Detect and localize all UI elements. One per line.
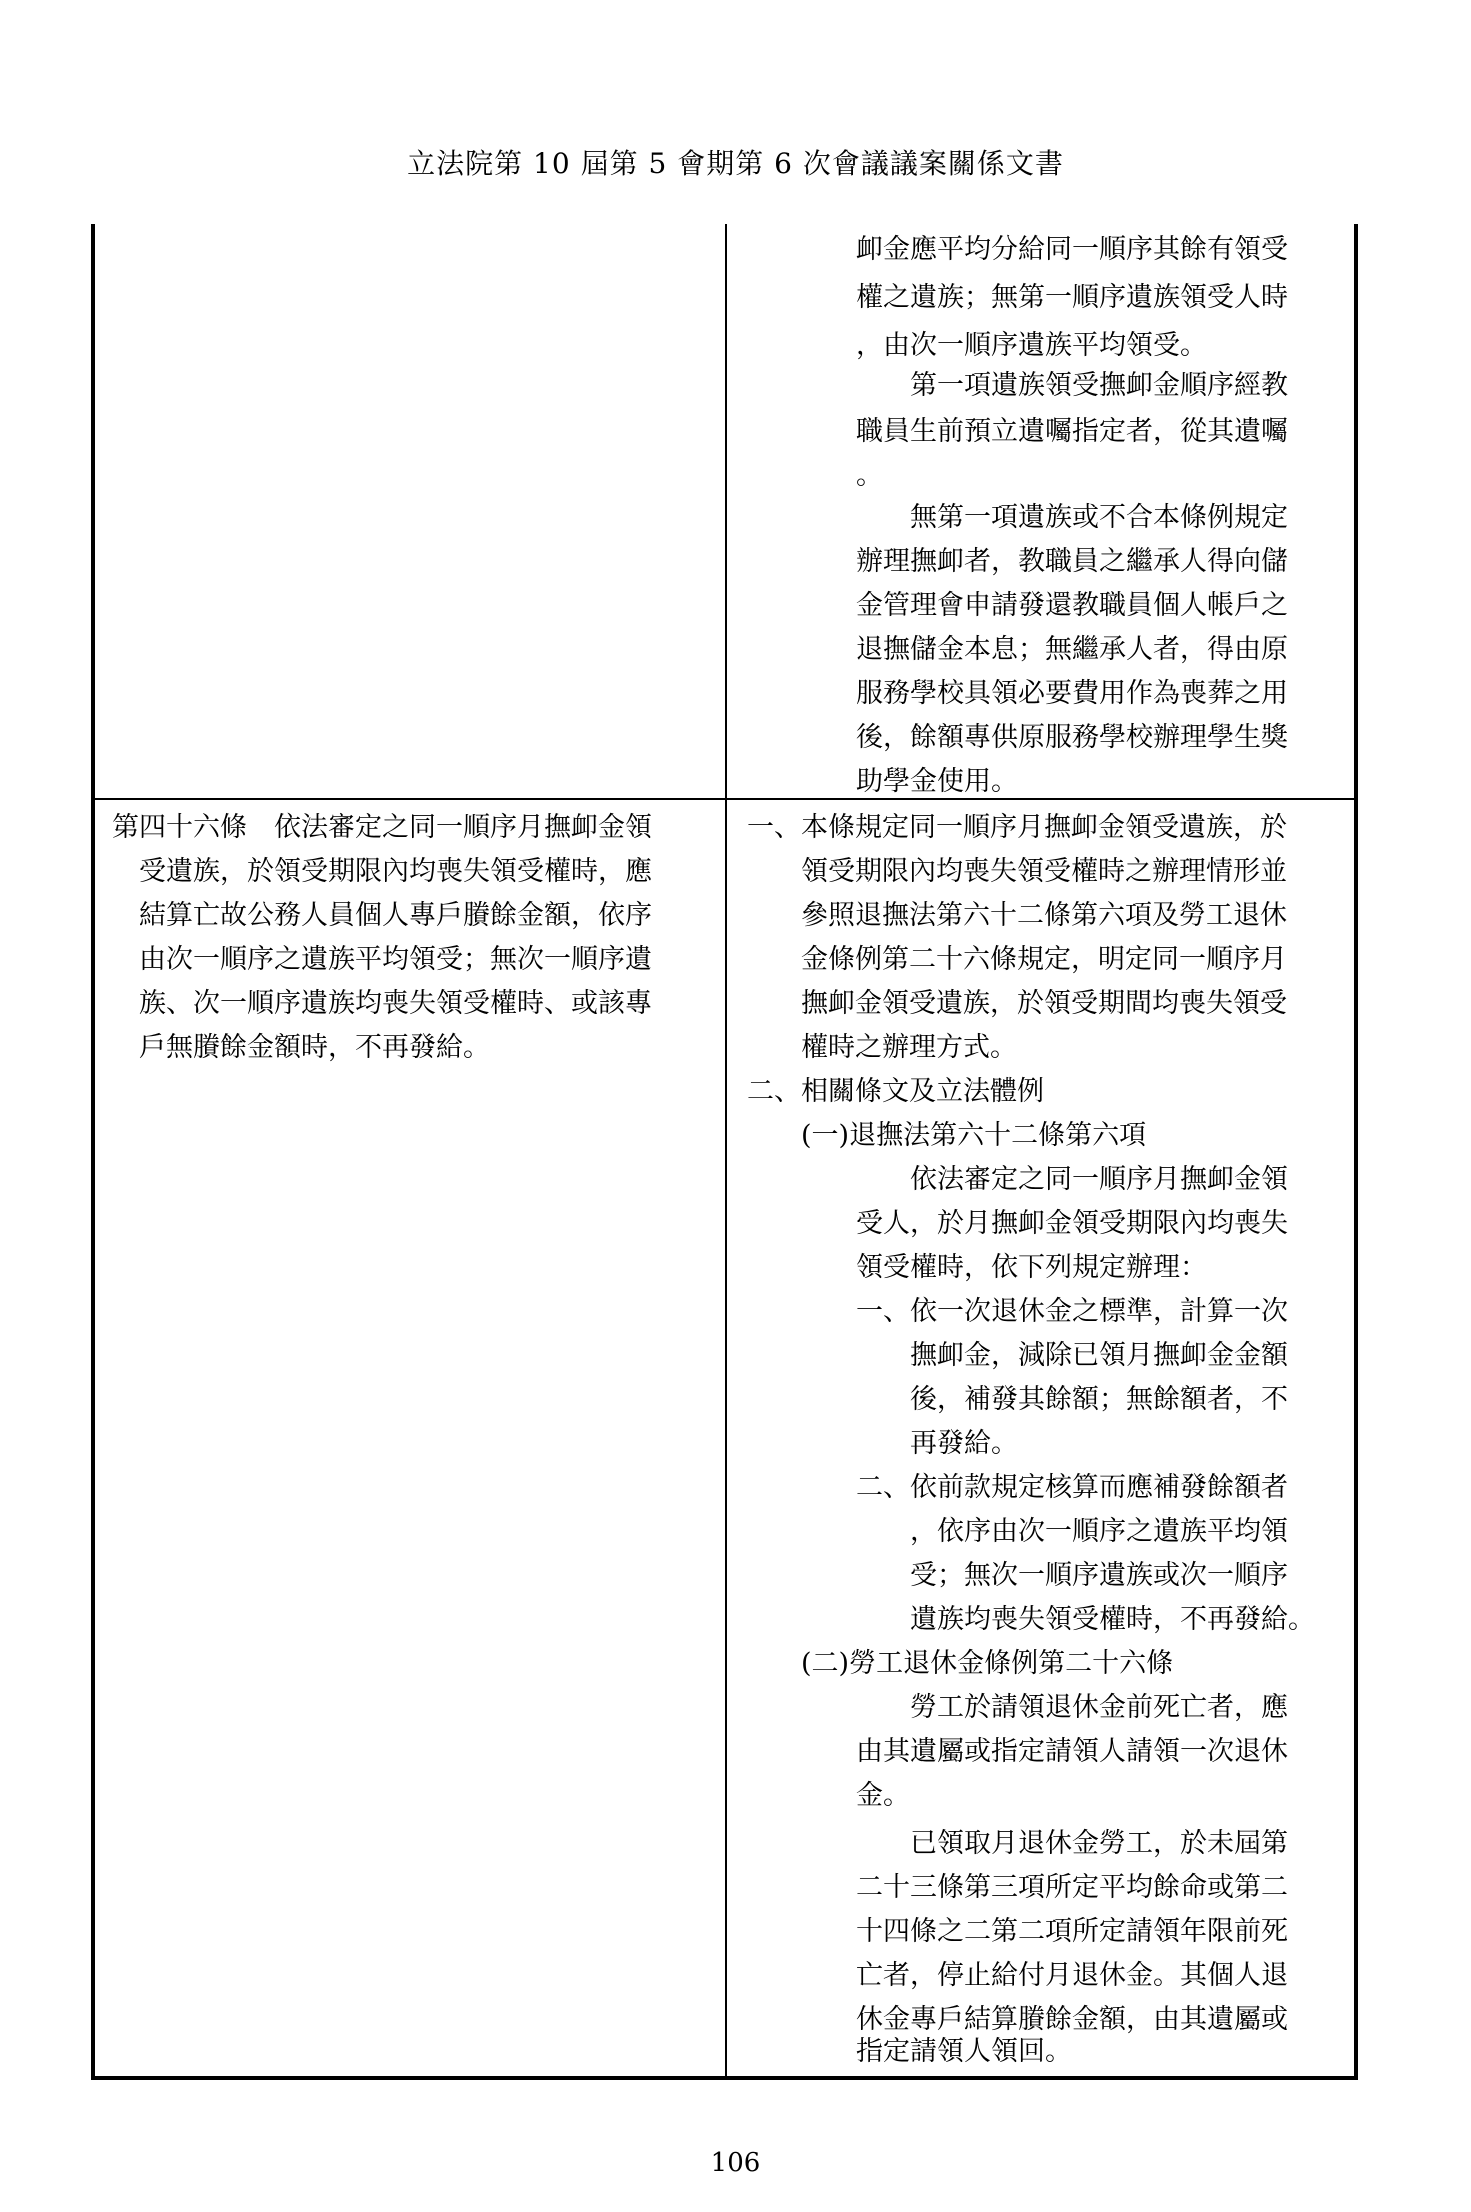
- explanation-line: 指定請領人領回。: [856, 2036, 1072, 2067]
- row1-right-line: 第一項遺族領受撫卹金順序經教: [910, 370, 1288, 401]
- explanation-line: 一、本條規定同一順序月撫卹金領受遺族，於: [747, 812, 1287, 843]
- row1-right-line: ，由次一順序遺族平均領受。: [856, 330, 1207, 361]
- document-header: 立法院第 10 屆第 5 會期第 6 次會議議案關係文書: [407, 147, 1064, 180]
- column-divider: [725, 224, 727, 2076]
- explanation-line: 受人，於月撫卹金領受期限內均喪失: [856, 1208, 1288, 1239]
- article-46-line: 受遺族，於領受期限內均喪失領受權時，應: [139, 856, 652, 887]
- explanation-line: 二十三條第三項所定平均餘命或第二: [856, 1872, 1288, 1903]
- explanation-line: 一、依一次退休金之標準，計算一次: [856, 1296, 1288, 1327]
- explanation-line: 休金專戶結算賸餘金額，由其遺屬或: [856, 2004, 1288, 2035]
- article-46-line: 由次一順序之遺族平均領受；無次一順序遺: [139, 944, 652, 975]
- explanation-line: 金。: [856, 1780, 910, 1811]
- explanation-line: 已領取月退休金勞工，於未屆第: [910, 1828, 1288, 1859]
- explanation-line: 依法審定之同一順序月撫卹金領: [910, 1164, 1288, 1195]
- explanation-line: 十四條之二第二項所定請領年限前死: [856, 1916, 1288, 1947]
- row1-right-line: 辦理撫卹者，教職員之繼承人得向儲: [856, 546, 1288, 577]
- row-divider: [95, 798, 1354, 800]
- row1-right-line: 服務學校具領必要費用作為喪葬之用: [856, 678, 1288, 709]
- explanation-line: 受；無次一順序遺族或次一順序: [910, 1560, 1288, 1591]
- explanation-line: 權時之辦理方式。: [801, 1032, 1017, 1063]
- explanation-line: 領受權時，依下列規定辦理：: [856, 1252, 1207, 1283]
- row1-right-line: 後，餘額專供原服務學校辦理學生獎: [856, 722, 1288, 753]
- row1-right-line: 助學金使用。: [856, 766, 1018, 797]
- page-number: 106: [710, 2148, 761, 2178]
- explanation-line: 二、相關條文及立法體例: [747, 1076, 1044, 1107]
- explanation-line: (一)退撫法第六十二條第六項: [801, 1120, 1147, 1151]
- explanation-line: 撫卹金，減除已領月撫卹金金額: [910, 1340, 1288, 1371]
- explanation-line: (二)勞工退休金條例第二十六條: [801, 1648, 1174, 1679]
- explanation-line: 參照退撫法第六十二條第六項及勞工退休: [801, 900, 1287, 931]
- row1-right-line: 金管理會申請發還教職員個人帳戶之: [856, 590, 1288, 621]
- row1-right-line: 。: [856, 460, 883, 491]
- article-46-line: 族、次一順序遺族均喪失領受權時、或該專: [139, 988, 652, 1019]
- row1-right-line: 退撫儲金本息；無繼承人者，得由原: [856, 634, 1288, 665]
- explanation-line: 金條例第二十六條規定，明定同一順序月: [801, 944, 1287, 975]
- explanation-line: 遺族均喪失領受權時，不再發給。: [910, 1604, 1315, 1635]
- row1-right-line: 權之遺族；無第一順序遺族領受人時: [856, 282, 1288, 313]
- row1-right-line: 卹金應平均分給同一順序其餘有領受: [856, 234, 1288, 265]
- row1-right-line: 無第一項遺族或不合本條例規定: [910, 502, 1288, 533]
- explanation-line: 二、依前款規定核算而應補發餘額者: [856, 1472, 1288, 1503]
- row1-right-line: 職員生前預立遺囑指定者，從其遺囑: [856, 416, 1288, 447]
- explanation-line: 再發給。: [910, 1428, 1018, 1459]
- explanation-line: ，依序由次一順序之遺族平均領: [910, 1516, 1288, 1547]
- explanation-line: 撫卹金領受遺族，於領受期間均喪失領受: [801, 988, 1287, 1019]
- explanation-line: 後，補發其餘額；無餘額者，不: [910, 1384, 1288, 1415]
- explanation-line: 領受期限內均喪失領受權時之辦理情形並: [801, 856, 1287, 887]
- article-46-line: 結算亡故公務人員個人專戶賸餘金額，依序: [139, 900, 652, 931]
- explanation-line: 亡者，停止給付月退休金。其個人退: [856, 1960, 1288, 1991]
- article-46-line: 第四十六條 依法審定之同一順序月撫卹金領: [112, 812, 652, 843]
- article-46-line: 戶無賸餘金額時，不再發給。: [139, 1032, 490, 1063]
- explanation-line: 由其遺屬或指定請領人請領一次退休: [856, 1736, 1288, 1767]
- comparison-table: [91, 224, 1358, 2080]
- explanation-line: 勞工於請領退休金前死亡者，應: [910, 1692, 1288, 1723]
